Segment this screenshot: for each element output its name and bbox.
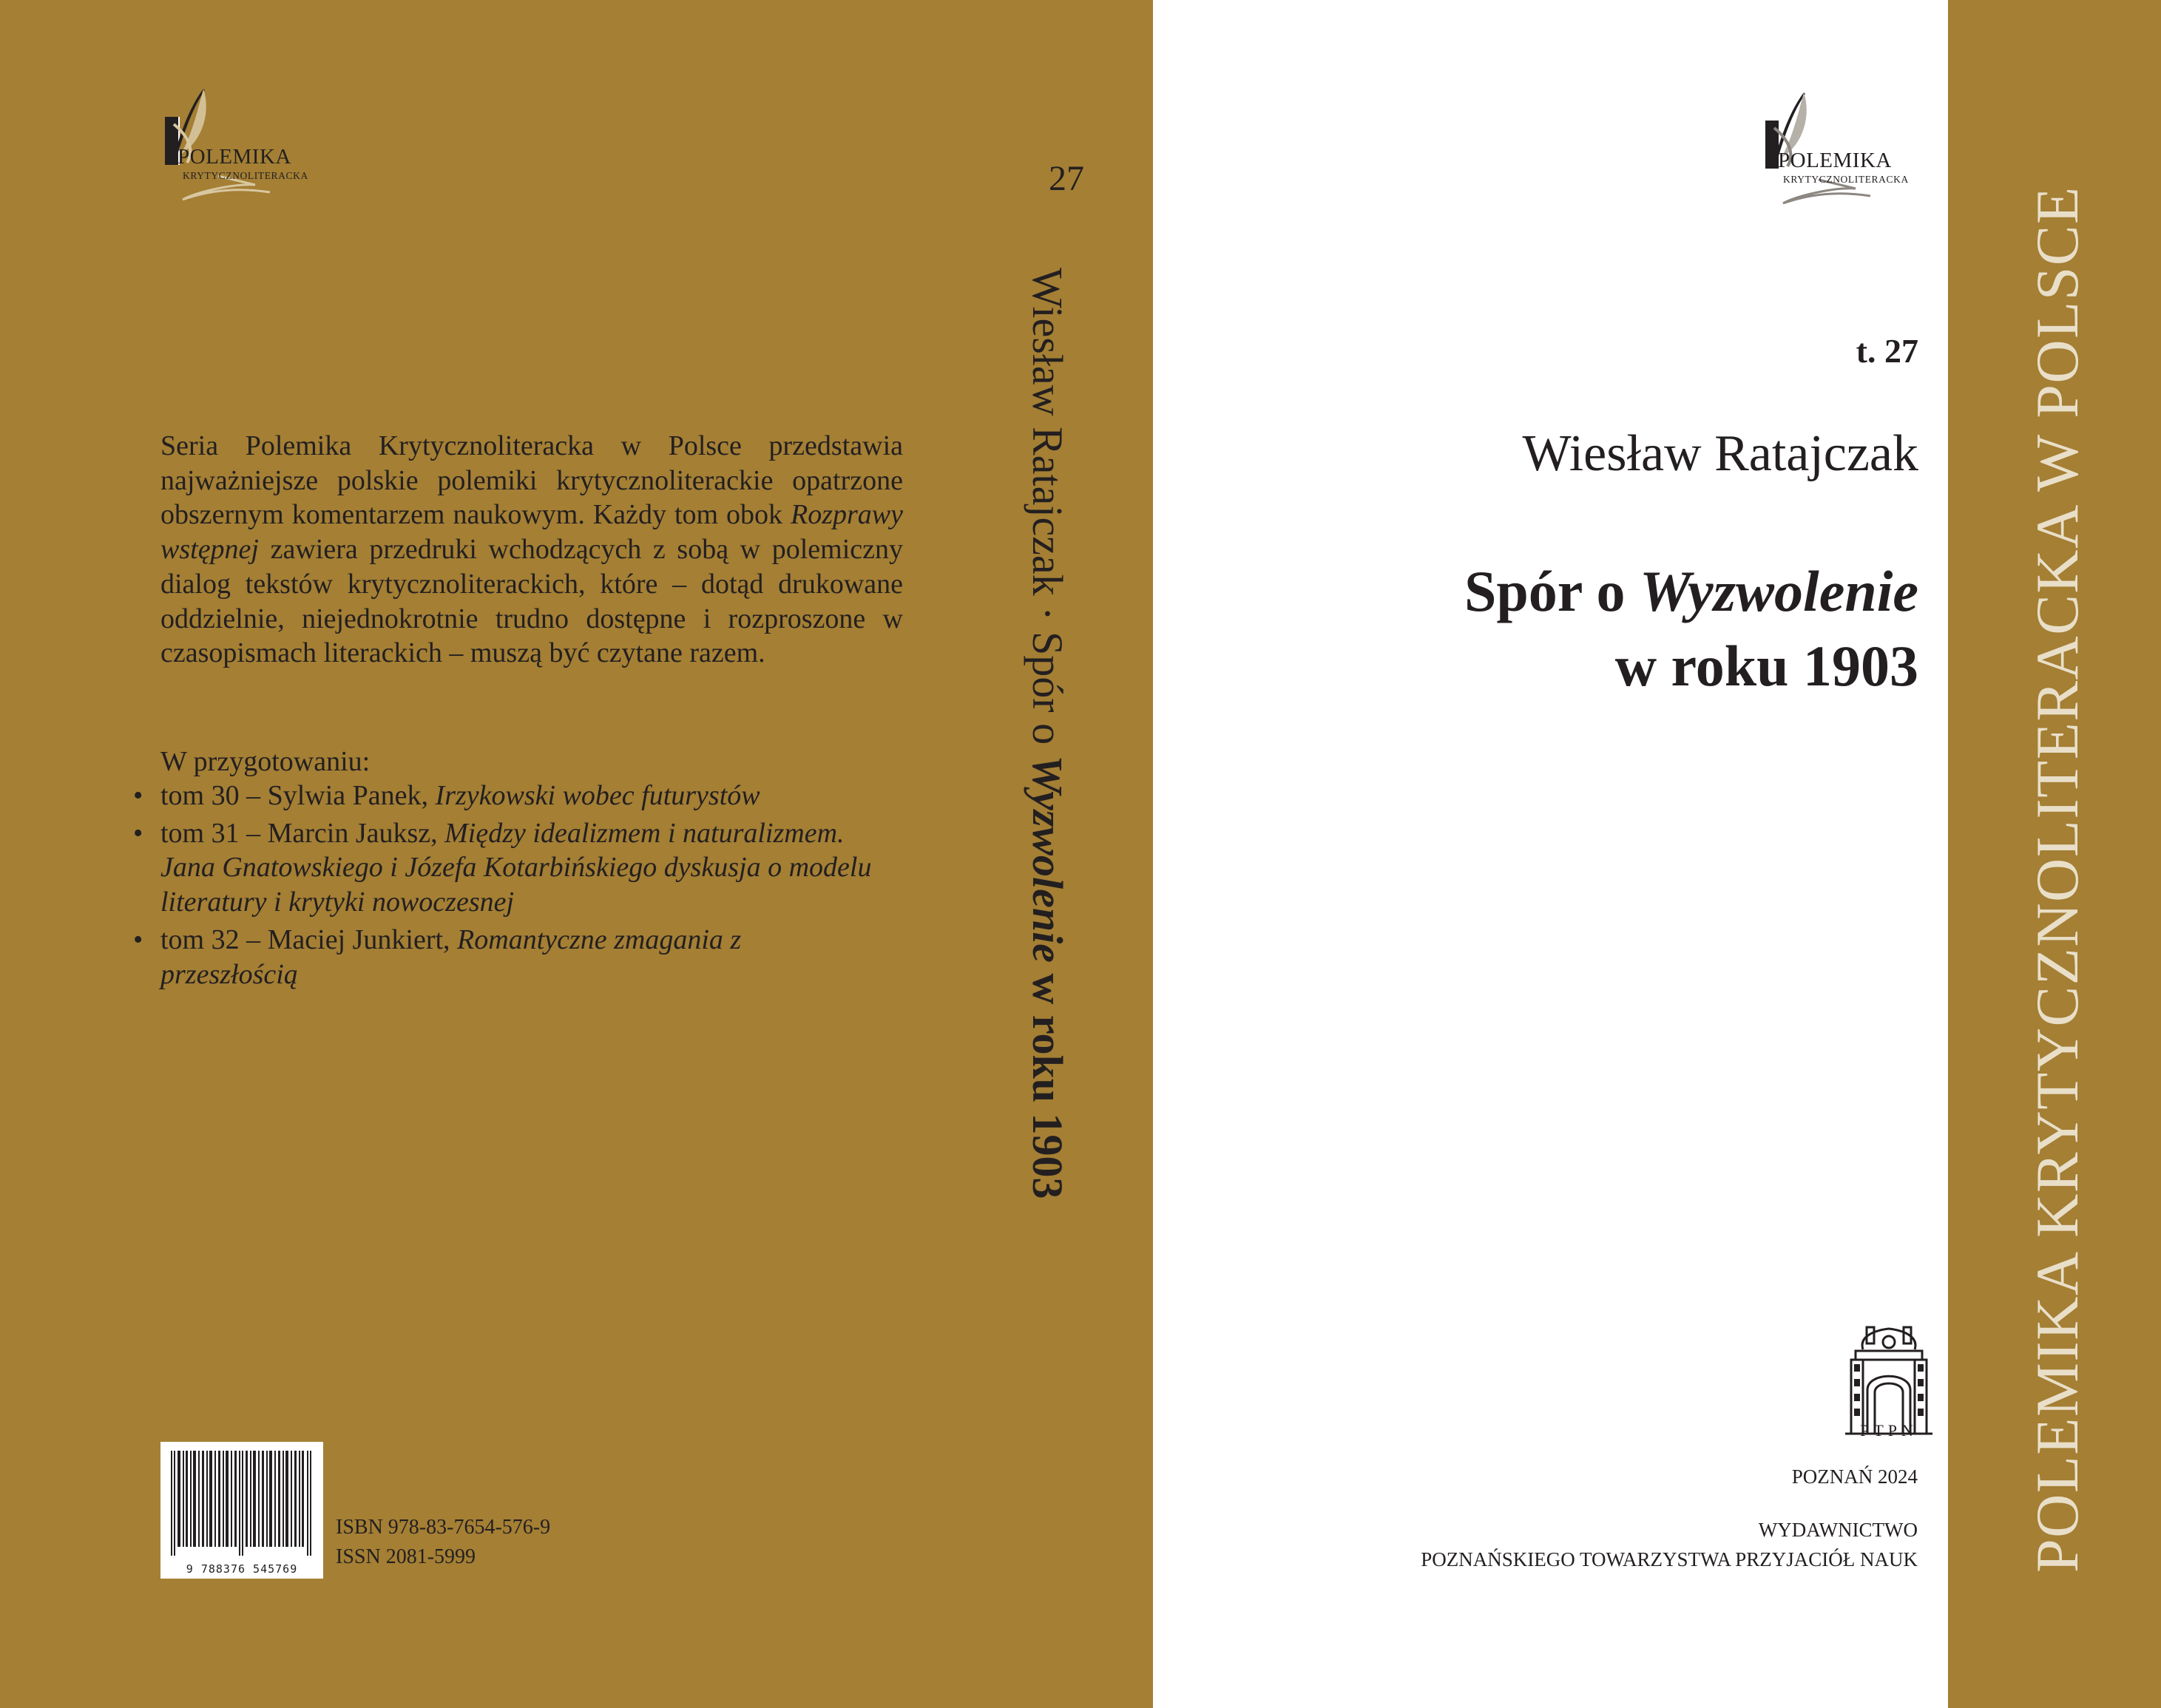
series-logo [1752,85,1937,233]
list-item-prefix: tom 30 – Sylwia Panek, [160,780,436,811]
bullet: • [133,924,143,955]
barcode [160,1442,323,1579]
book-title-prefix: Spór o [1464,559,1640,623]
description-text-1: Seria Polemika Krytycznoliteracka w Polsce przedstawia najważniejsze polskie polemiki krytycznoliterackie opatrzone obszernym komentarzem naukowym. Każdy tom obok [160,430,903,531]
bullet: • [133,780,143,811]
list-item [133,923,819,992]
publisher-logo-label: PTPN [1860,1421,1918,1440]
list-item-prefix: tom 31 – Marcin Jauksz, [160,817,445,849]
bullet: • [133,817,143,849]
publisher-line-2: POZNAŃSKIEGO TOWARZYSTWA PRZYJACIÓŁ NAUK [1421,1548,1918,1570]
list-item-title: Romantyczne zmagania z przeszłością [160,924,742,990]
list-item [133,816,900,920]
description-italic: Rozprawy wstępnej [160,499,903,566]
spine-title [1023,268,1072,1199]
spine-author-prefix: Wiesław Ratajczak · Spór o [1024,268,1072,756]
list-item-title: Między idealizmem i naturalizmem. Jana Gnatowskiego i Józefa Kotarbińskiego dyskusja o modelu literatury i krytyki nowoczesnej [160,817,872,918]
spine-title-italic: Wyzwolenie [1024,755,1072,963]
series-ribbon-title: POLEMIKA KRYTYCZNOLITERACKA W POLSCE [2023,186,2091,1573]
list-item-prefix: tom 32 – Maciej Junkiert, [160,924,458,955]
series-logo-subtitle: KRYTYCZNOLITERACKA [183,170,308,181]
book-title-line1 [1153,558,1948,625]
barcode-digits: 9 788376 545769 [186,1562,298,1576]
list-item [133,779,885,813]
isbn: ISBN 978-83-7654-576-9 [336,1516,551,1539]
list-item-title: Irzykowski wobec futurystów [435,780,760,811]
series-number: 27 [1049,159,1084,198]
issn: ISSN 2081-5999 [336,1545,476,1568]
description-text-2: zawiera przedruki wchodzących z sobą w polemiczny dialog tekstów krytycznoliterackich, które – dotąd drukowane oddzielnie, niejednokrotnie trudno dostępne i rozproszone w czasopismach literackich – muszą być czytane razem. [160,534,903,669]
series-description [160,429,903,671]
front-cover [1153,0,1948,1708]
publisher-line-1: WYDAWNICTWO [1758,1519,1918,1541]
barcode-bars [169,1451,314,1556]
in-preparation-list [133,779,947,994]
series-logo [152,81,337,229]
city-year: POZNAŃ 2024 [1791,1465,1918,1488]
volume-number: t. 27 [1856,332,1918,370]
series-logo-name: POLEMIKA [1778,149,1892,172]
series-logo-subtitle: KRYTYCZNOLITERACKA [1783,174,1909,185]
spine-title-suffix: w roku 1903 [1024,962,1072,1199]
in-preparation-heading: W przygotowaniu: [160,746,371,777]
series-logo-name: POLEMIKA [177,145,291,169]
author-name: Wiesław Ratajczak [1522,425,1918,482]
book-title-line2: w roku 1903 [1614,634,1918,698]
book-title-italic: Wyzwolenie [1639,559,1918,623]
